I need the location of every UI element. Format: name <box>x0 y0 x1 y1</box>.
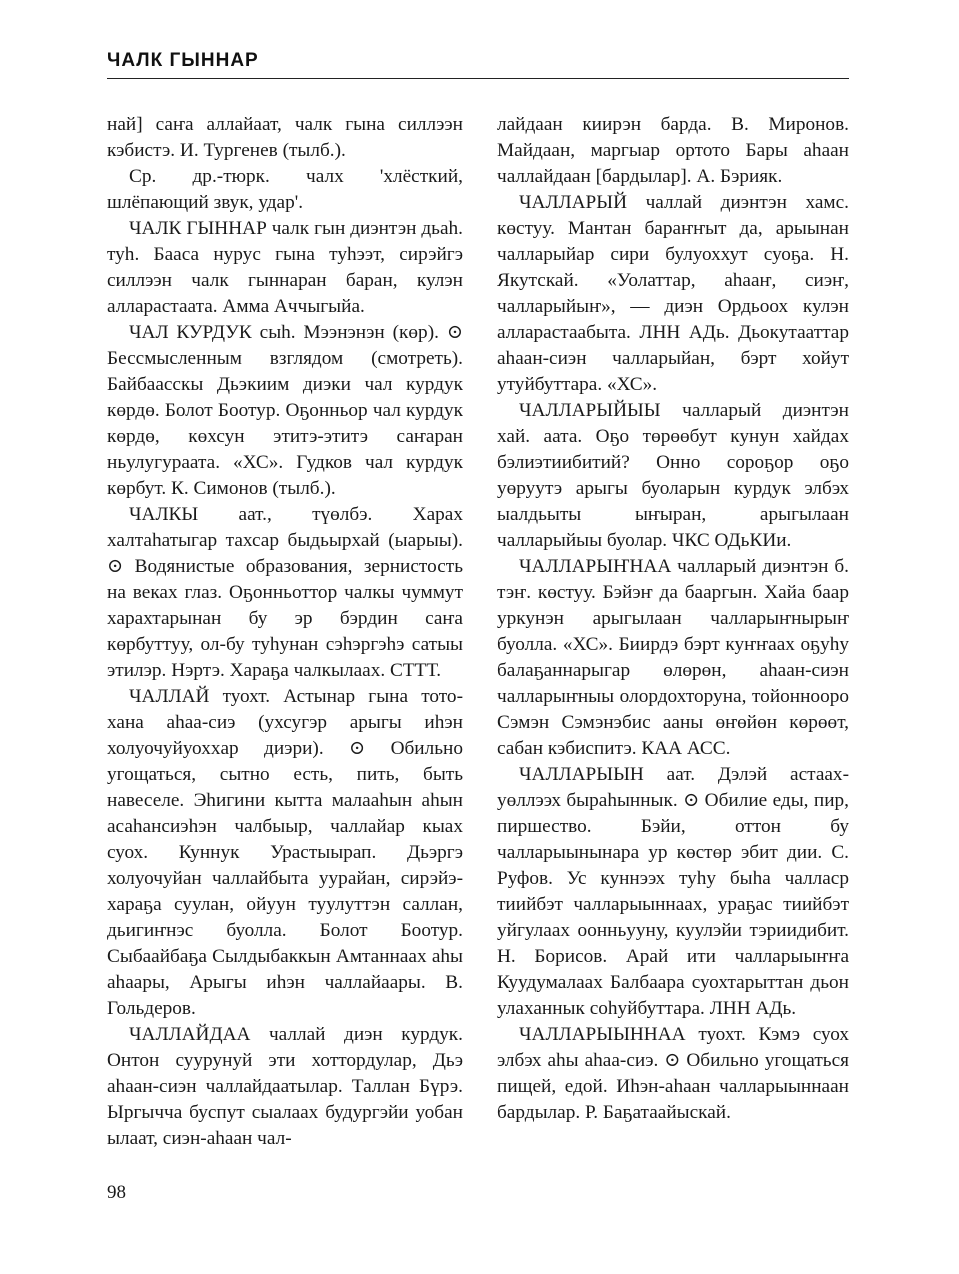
entry-challaryiyy: ЧАЛЛАРЫЙЫЫ чалларый диэнтэн хай. аата. Оҕо төрөөбут кунун хайдах бэлиэтиибитий? Онно сороҕор оҕо уөруутэ арыгы буоларын курдук элбэх ыалдьыты ыҥыран, арыгылаан чалларыйыы буолар. ЧКС ОДьКИи. <box>497 400 849 551</box>
entry-continuation: лайдаан киирэн барда. В. Миронов. Майдаан, маргыар ортото Бары аһаан чаллайдаан [бардылар]. А. Бэрияк. <box>497 114 849 187</box>
entry-continuation: най] саҥа аллайаат, чалк гына силлээн кэбистэ. И. Тургенев (тылб.). <box>107 114 463 161</box>
etymology-note: Ср. др.-тюрк. чалх 'хлёсткий, шлёпающий звук, удар'. <box>107 166 463 213</box>
entry-chalk-gynnar: ЧАЛК ГЫННАР чалк гын диэнтэн дьаһ. туһ. Бааса нуруc гына туһээт, сирэйгэ силлээн чалк гыннаран баран, кулэн алларастаата. Амма Аччыгыйа. <box>107 218 463 317</box>
entry-challaryi: ЧАЛЛАРЫЙ чаллай диэнтэн хамс. көстуу. Мантан бараҥҥыт да, арыынан чалларыйар сири булуоххут суоҕа. Н. Якутскай. «Уолаттар, аһааҥ, сиэҥ, чалларыйыҥ», — диэн Ордьоох кулэн алларастаабыта. ЛНН АДь. Дьокутааттар аһаан-сиэн чалларыйан, бэрт хойут утуйбуттара. «ХС». <box>497 192 849 395</box>
running-header: ЧАЛК ГЫННАР <box>107 50 259 71</box>
entry-challaryyn: ЧАЛЛАРЫЫН аат. Дэлэй астаах-уөллээх быраһыннык. ⊙ Обилие еды, пир, пиршество. Бэйи, оттон бу чалларыынынара ур көстөр эбит дии. С. Руфов. Ус куннээх туһу быһа чалласр тиийбэт чалларыыннаах, ураҕас тиийбэт уйгулаах оонньууну, куулэйи тэриидибит. Н. Борисов. Арай ити чалларыыҥҥа Куудумалаах Балбаара суохтарыттан дьон улаханнык соһуйбуттара. ЛНН АДь. <box>497 764 849 1019</box>
left-column <box>107 112 463 1152</box>
entry-challaidaa: ЧАЛЛАЙДАА чаллай диэн курдук. Онтон суурунуй эти хоттордулар, Дьэ аһаан-сиэн чаллайдаатылар. Таллан Бүрэ. Ыргычча буспут сыалаах будургэйи уобан ылаат, сиэн-аһаан чал- <box>107 1024 463 1149</box>
entry-challai: ЧАЛЛАЙ туохт. Астынар гына тото-хана аһаа-сиэ (ухсугэр арыгы иһэн холуочуйуохxар диэри). ⊙ Обильно угощаться, сытно есть, пить, быть навеселе. Эһигини кытта малааһын аһын асаһансиэһэн чалбыыр, чаллайар кыах суох. Куннук Урастыырап. Дьэргэ холуочуйан чаллайбыта уурайан, сирэйэ-хараҕа суулан, ойуун туулуттэн саллан, дьигиҥнэс буолла. Болот Боотур. Сыбаайбаҕа Сылдыбаккын Амтаннаах аһы аһаары, Арыгы иһэн чаллайаары. В. Гольдеров. <box>107 686 463 1019</box>
right-column <box>497 112 849 1126</box>
page-number: 98 <box>107 1182 126 1203</box>
header-rule <box>107 78 849 79</box>
entry-chal-kurduk: ЧАЛ КУРДУК сыһ. Мээнэнэн (көр). ⊙ Бессмысленным взглядом (смотреть). Байбаасcкы Дьэкиим диэки чал курдук көрдө. Болот Боотур. Оҕонньор чал курдук көрдө, көхсун этитэ-этитэ саҥаран ньулугураата. «ХС». Гудков чал курдук көрбут. К. Симонов (тылб.). <box>107 322 463 499</box>
entry-challaryynnaa: ЧАЛЛАРЫЫННАА туохт. Кэмэ суох элбэх аһы аһаа-сиэ. ⊙ Обильно угощаться пищей, едой. Иһэн-аһаан чалларыыннаан бардылар. Р. Баҕатаайыскай. <box>497 1024 849 1123</box>
entry-challaryngnaa: ЧАЛЛАРЫҤНАА чалларый диэнтэн б. тэҥ. көстуу. Бэйэҥ да бааргын. Хайа баар уркунэн арыгылаан чалларыҥнырыҥ буолла. «ХС». Биирдэ бэрт куҥҥаах оҕуһу балаҕаннарыгар өлөрөн, аһаан-сиэн чалларыҥныы олордохторуна, тойоннооро Сэмэн Сэмэнэбис ааны өҥөйөн көрөөт, сабан кэбиспитэ. КАА АСС. <box>497 556 849 759</box>
entry-chalky: ЧАЛКЫ аат., түөлбэ. Харах халтаһатыгар тахсар быдьырхай (ыарыы). ⊙ Водянистые образования, зернистость на веках глаз. Оҕонньоттор чалкы чуммут харахтарынан бу эр бэрдин саҥа көрбуттуу, ол-бу туһунан сэһэргэһэ сатыы этилэр. Нэртэ. Хараҕа чалкылаах. СТТТ. <box>107 504 463 681</box>
